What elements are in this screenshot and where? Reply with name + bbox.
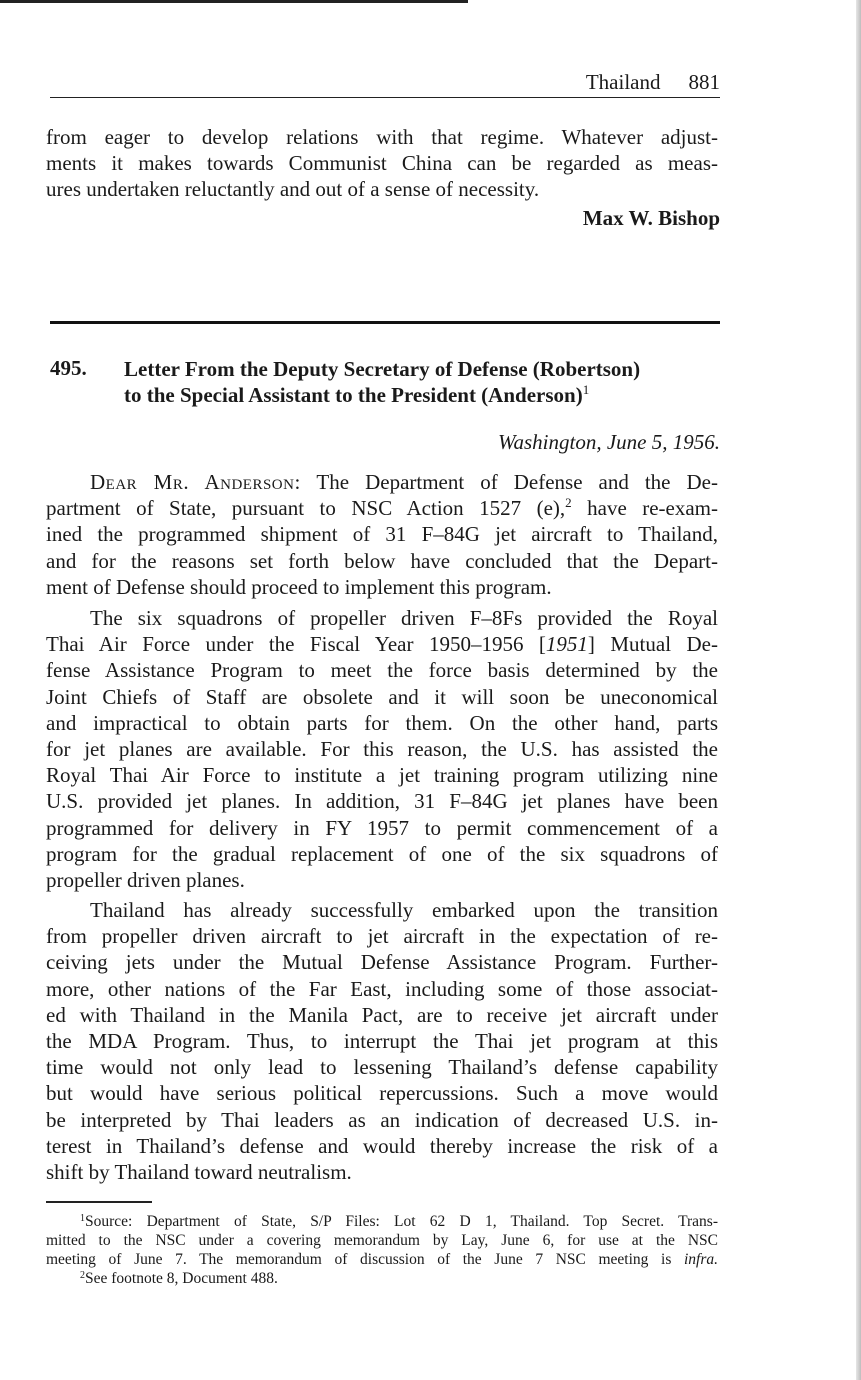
footnote-mark: 2 bbox=[80, 1270, 85, 1281]
footnote-line: mitted to the NSC under a covering memorandum by Lay, June 6, for use at the NSC bbox=[46, 1232, 718, 1249]
body-paragraph-2 bbox=[46, 605, 718, 893]
running-header-title: Thailand bbox=[585, 70, 661, 94]
text-line: shift by Thailand toward neutralism. bbox=[46, 1160, 352, 1185]
text-line: Thailand has already successfully embarked upon the transition bbox=[90, 898, 718, 922]
footnote-rule bbox=[46, 1201, 152, 1203]
text-line: Royal Thai Air Force to institute a jet training program utilizing nine bbox=[46, 763, 718, 788]
text-line: program for the gradual replacement of one of the six squadrons of bbox=[46, 841, 718, 866]
footnote-ref[interactable]: 1 bbox=[582, 382, 590, 397]
text-line: from eager to develop relations with that regime. Whatever adjust- bbox=[46, 125, 718, 149]
text-line: fense Assistance Program to meet the force basis determined by the bbox=[46, 658, 718, 683]
signature: Max W. Bishop bbox=[582, 206, 720, 230]
page-number: 881 bbox=[688, 70, 720, 94]
text-line: programmed for delivery in FY 1957 to permit commencement of a bbox=[46, 815, 718, 840]
footnote-1 bbox=[46, 1212, 718, 1269]
footnote-line: $^1$Source: Department of State, S/P Files: Lot 62 D 1, Thailand. Top Secret. Trans- bbox=[80, 1213, 718, 1230]
document-title-line: Letter From the Deputy Secretary of Defense (Robertson) bbox=[124, 357, 641, 381]
body-paragraph-3 bbox=[46, 897, 718, 1185]
text-line: time would not only lead to lessening Thailand’s defense capability bbox=[46, 1055, 718, 1080]
text-line: ures undertaken reluctantly and out of a sense of necessity. bbox=[46, 177, 540, 202]
text-line: U.S. provided jet planes. In addition, 31 F–84G jet planes have been bbox=[46, 789, 718, 814]
text-line: ceiving jets under the Mutual Defense Assistance Program. Further- bbox=[46, 950, 718, 975]
document-title bbox=[124, 356, 720, 408]
text-line: propeller driven planes. bbox=[46, 868, 245, 893]
text-line: and impractical to obtain parts for them. On the other hand, parts bbox=[46, 710, 718, 735]
text-line: Joint Chiefs of Staff are obsolete and it will soon be uneconomical bbox=[46, 684, 718, 709]
footnote-2 bbox=[46, 1269, 718, 1288]
text-line: ment of Defense should proceed to implement this program. bbox=[46, 574, 552, 599]
text-line: and for the reasons set forth below have concluded that the Depart- bbox=[46, 548, 718, 573]
top-edge-rule bbox=[0, 0, 468, 3]
text-line: partment of State, pursuant to NSC Action 1527 (e),$^2$ have re-exam- bbox=[46, 495, 719, 521]
text-line: the MDA Program. Thus, to interrupt the Thai jet program at this bbox=[46, 1029, 718, 1054]
text-line: for jet planes are available. For this reason, the U.S. has assisted the bbox=[46, 737, 718, 762]
footnote-line: meeting of June 7. The memorandum of discussion of the June 7 NSC meeting is infra. bbox=[46, 1251, 718, 1268]
footnote-ref[interactable]: 2 bbox=[565, 495, 572, 511]
text-line: ments it makes towards Communist China can be regarded as meas- bbox=[46, 151, 718, 176]
text-line: but would have serious political repercussions. Such a move would bbox=[46, 1081, 718, 1106]
text-line: terest in Thailand’s defense and would thereby increase the risk of a bbox=[46, 1133, 718, 1158]
document-separator bbox=[50, 321, 720, 324]
footnote-mark: 1 bbox=[80, 1213, 85, 1224]
document-number: 495. bbox=[50, 356, 87, 380]
footnotes bbox=[46, 1212, 718, 1288]
text-line: be interpreted by Thai leaders as an indication of decreased U.S. in- bbox=[46, 1107, 718, 1132]
page-edge-shadow bbox=[856, 0, 861, 1380]
body-paragraph-1 bbox=[46, 469, 718, 600]
text-line: more, other nations of the Far East, including some of those associat- bbox=[46, 976, 718, 1001]
text-line: ed with Thailand in the Manila Pact, are to receive jet aircraft under bbox=[46, 1002, 718, 1027]
text-line: Dear Mr. Anderson: The Department of Defense and the De- bbox=[90, 470, 718, 494]
text-line: from propeller driven aircraft to jet aircraft in the expectation of re- bbox=[46, 924, 718, 949]
text-line: The six squadrons of propeller driven F–8Fs provided the Royal bbox=[90, 606, 718, 630]
salutation: Dear Mr. Anderson: bbox=[90, 470, 301, 494]
running-header bbox=[50, 70, 720, 98]
footnote-line: $^2$See footnote 8, Document 488. bbox=[80, 1270, 278, 1287]
text-line: Thai Air Force under the Fiscal Year 1950–1956 [1951] Mutual De- bbox=[46, 632, 718, 657]
document-title-line: to the Special Assistant to the President (Anderson) bbox=[124, 383, 583, 407]
carryover-paragraph bbox=[46, 124, 718, 203]
dateline: Washington, June 5, 1956. bbox=[497, 430, 720, 454]
text-line: ined the programmed shipment of 31 F–84G jet aircraft to Thailand, bbox=[46, 522, 718, 547]
